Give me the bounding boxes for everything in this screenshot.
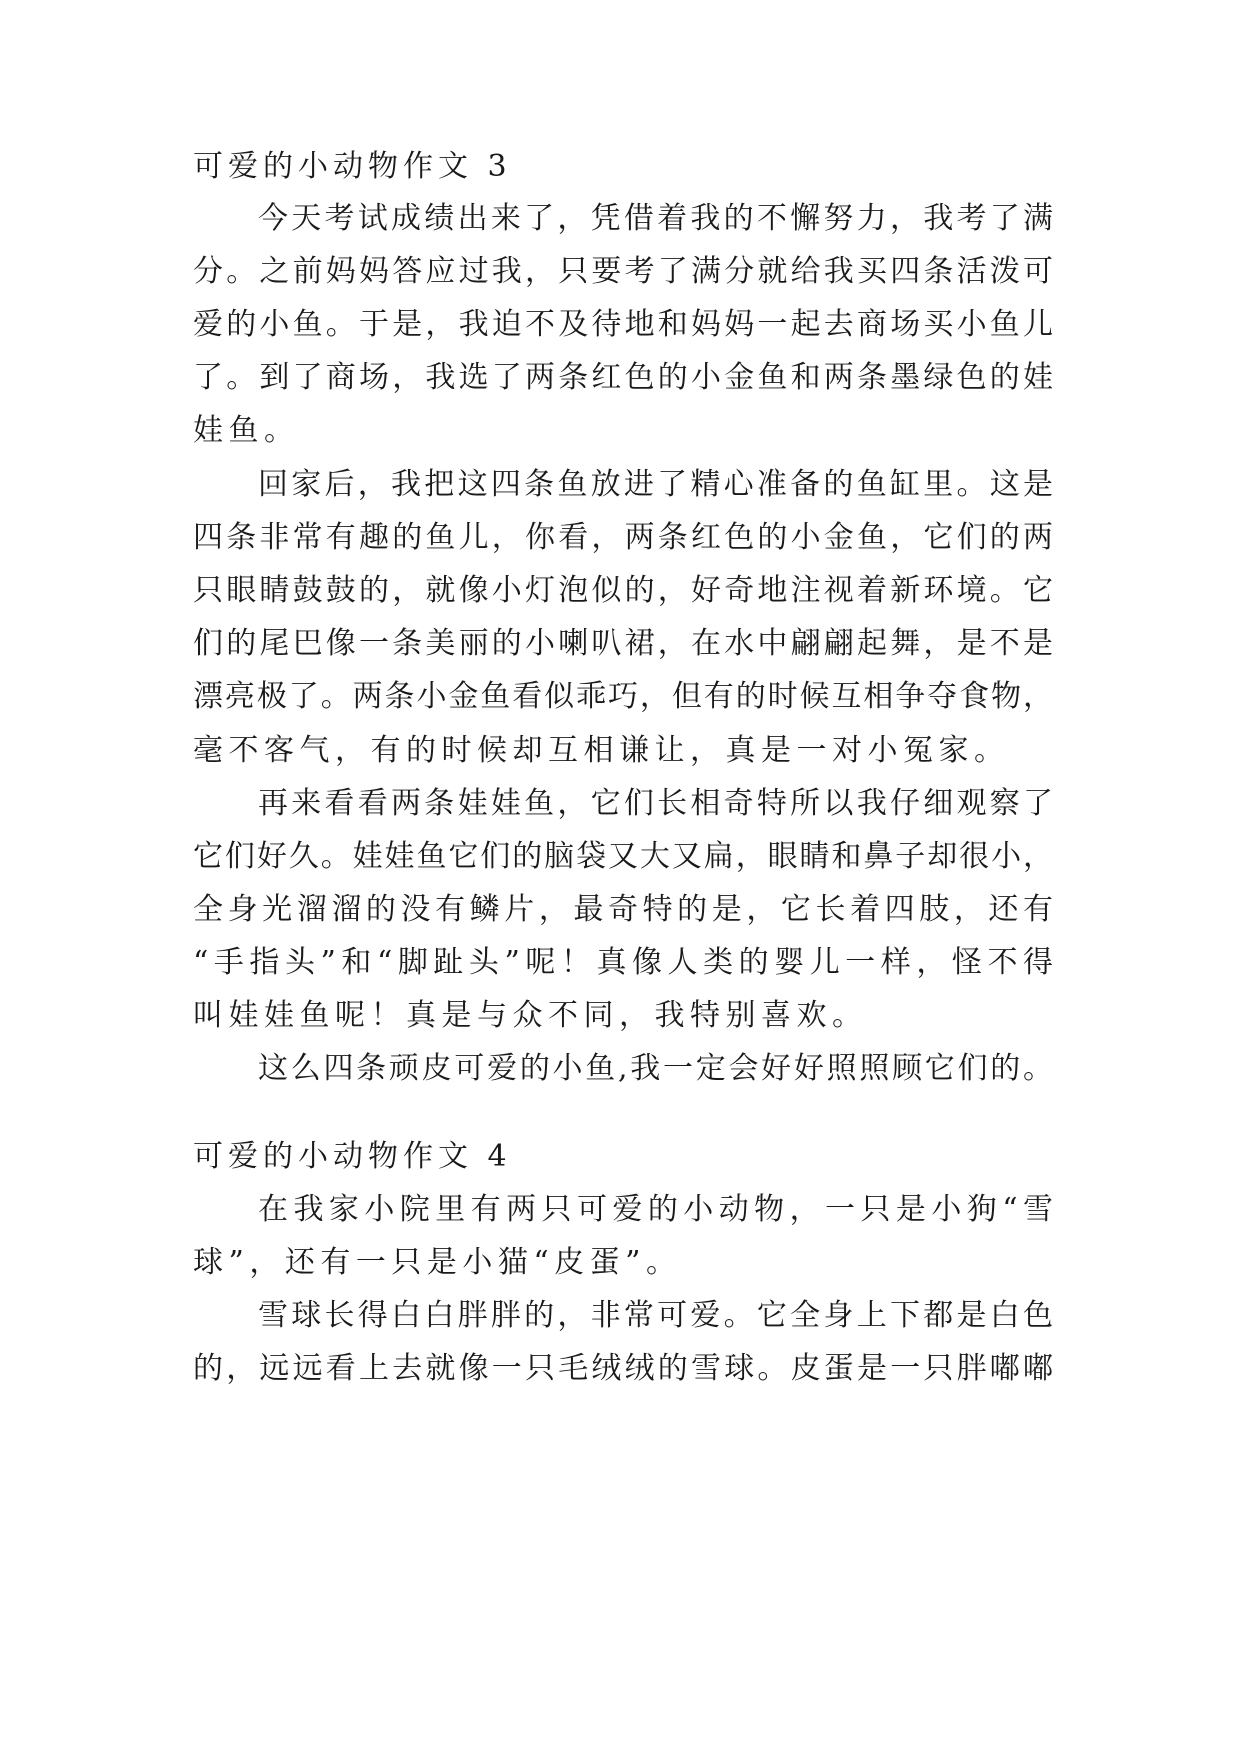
- section-4-title: 可爱的小动物作文 4: [193, 1139, 512, 1174]
- section-3-p1-line-4: 了。到了商场，我选了两条红色的小金鱼和两条墨绿色的娃: [193, 360, 1053, 395]
- section-3-title: 可爱的小动物作文 3: [193, 149, 512, 184]
- section-3-p3-line-2: 它们好久。娃娃鱼它们的脑袋又大又扁，眼睛和鼻子却很小，: [193, 839, 1053, 874]
- section-4-p1-line-2: 球”，还有一只是小猫“皮蛋”。: [193, 1245, 682, 1280]
- section-3-p2-line-1: 回家后，我把这四条鱼放进了精心准备的鱼缸里。这是: [258, 467, 1053, 502]
- section-3-p1-line-3: 爱的小鱼。于是，我迫不及待地和妈妈一起去商场买小鱼儿: [193, 307, 1053, 342]
- section-3-p2-line-3: 只眼睛鼓鼓的，就像小灯泡似的，好奇地注视着新环境。它: [193, 573, 1053, 608]
- section-3-p4-line-1: 这么四条顽皮可爱的小鱼,我一定会好好照照顾它们的。: [258, 1051, 1053, 1086]
- section-3-p2-line-6: 毫不客气，有的时候却互相谦让，真是一对小冤家。: [193, 733, 1010, 768]
- section-3-p3-line-1: 再来看看两条娃娃鱼，它们长相奇特所以我仔细观察了: [258, 786, 1053, 821]
- section-3-p3-line-5: 叫娃娃鱼呢！真是与众不同，我特别喜欢。: [193, 998, 868, 1033]
- section-3-p1-line-5: 娃鱼。: [193, 413, 300, 448]
- section-3-p2-line-2: 四条非常有趣的鱼儿，你看，两条红色的小金鱼，它们的两: [193, 520, 1053, 555]
- section-3-p2-line-5: 漂亮极了。两条小金鱼看似乖巧，但有的时候互相争夺食物，: [193, 679, 1053, 714]
- section-4-p2-line-1: 雪球长得白白胖胖的，非常可爱。它全身上下都是白色: [258, 1298, 1053, 1333]
- section-4-p1-line-1: 在我家小院里有两只可爱的小动物，一只是小狗“雪: [258, 1192, 1053, 1227]
- section-3-p3-line-3: 全身光溜溜的没有鳞片，最奇特的是，它长着四肢，还有: [193, 892, 1053, 927]
- section-3-p3-line-4: “手指头”和“脚趾头”呢！真像人类的婴儿一样，怪不得: [193, 945, 1053, 980]
- section-3-p1-line-1: 今天考试成绩出来了，凭借着我的不懈努力，我考了满: [258, 201, 1053, 236]
- section-4-p2-line-2: 的，远远看上去就像一只毛绒绒的雪球。皮蛋是一只胖嘟嘟: [193, 1351, 1053, 1386]
- section-3-p2-line-4: 们的尾巴像一条美丽的小喇叭裙，在水中翩翩起舞，是不是: [193, 626, 1053, 661]
- section-3-p1-line-2: 分。之前妈妈答应过我，只要考了满分就给我买四条活泼可: [193, 254, 1053, 289]
